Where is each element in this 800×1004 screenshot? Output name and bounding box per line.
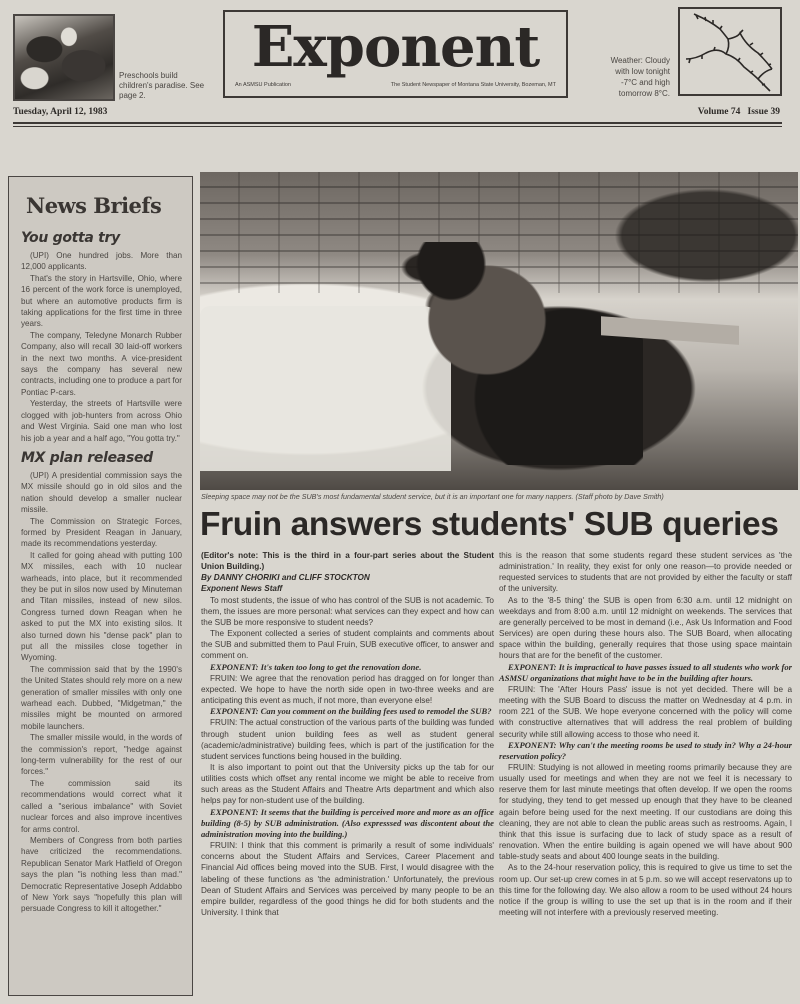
fruin-answer: FRUIN: I think that this comment is primarily a result of some individuals' concerns about the Student Affairs and Services, Career Placement and Financial Aid offices being moved into the SUB. First, I would disagree with the labeling of these functions as 'the administration.' Unfortunately, the previous Dean of Student Affairs and Services was perceived by many people to be an empire builder, regardless of the good things he did for both students and the University. I think that — [201, 841, 494, 917]
brief-paragraph: Members of Congress from both parties have criticized the recommendations. Republican Senator Mark Hatfield of Oregon says the plan "is nothing less than mad." Democratic Representative Joseph Addabbo of New York says "hopefully this plan will persuade Congress to kill it altogether." — [21, 835, 182, 914]
issue-date: Tuesday, April 12, 1983 — [13, 107, 108, 117]
brief-paragraph: The smaller missile would, in the words of the commission's report, "hedge against long-term vulnerability for the rest of our forces." — [21, 733, 182, 777]
weather-map-icon — [678, 7, 782, 96]
brief-headline[interactable]: MX plan released — [21, 449, 153, 466]
staff-credit: Exponent News Staff — [201, 584, 283, 594]
photo-caption: Sleeping space may not be the SUB's most fundamental student service, but it is an important one for many nappers. (Staff photo by Dave Smith) — [201, 492, 664, 501]
brief-headline[interactable]: You gotta try — [21, 230, 120, 246]
fruin-answer: FRUIN: The 'After Hours Pass' issue is not yet decided. There will be a meeting with the SUB Board to discuss the matter on Wednesday at 4 p.m. in room 221 of the SUB. We hope everyone concerned with the policy will come with constructive alternatives that will address the real problem of building security while still allowing access to those who need it. — [499, 684, 792, 739]
brief-paragraph: That's the story in Hartsville, Ohio, where 16 percent of the work force is unemployed, but where an automotive products firm is taking applications for the first time in three years. — [21, 273, 182, 329]
masthead-rule-thin — [13, 126, 782, 127]
volume-issue: Volume 74 Issue 39 — [697, 107, 780, 117]
article-paragraph: As to the '8-5 thing' the SUB is open from 6:30 a.m. until 12 midnight on weekdays and from 8:00 a.m. until 12 midnight on weekends. The services that are generally perceived to be most in demand (i.e., Ask Us Information and Food Services) are open during these hours also. The SUB Board, when allocating space within the building, generally requires that those using space maintain hours that are for the benefit of the customer. — [499, 595, 792, 661]
nameplate — [223, 10, 568, 98]
article-paragraph: It is also important to point out that the University picks up the tab for our utilities costs which offset any rental income we might be able to receive from such areas as the Student Affairs and Theatre Arts department and which also helps pay for non-student use of the building. — [201, 762, 494, 806]
brief-paragraph: Yesterday, the streets of Hartsville were clogged with job-hunters from across Ohio and West Virginia. Said one man who lost his job a year and a half ago, "You gotta try." — [21, 399, 182, 443]
article-column-left — [201, 550, 494, 918]
article-paragraph: The Exponent collected a series of student complaints and comments about the SUB and submitted them to Paul Fruin, SUB executive officer, to answer and comment on. — [201, 629, 494, 661]
article-paragraph: To most students, the issue of who has control of the SUB is not academic. To them, the issues are more personal: what services can they expect and how can the SUB be more responsive to student needs? — [201, 595, 494, 627]
fruin-answer: FRUIN: The actual construction of the various parts of the building was funded through student union building fees as well as student general (academic/administrative) building fees, which is part of the justification for the student services functions being housed in the building. — [201, 718, 494, 761]
masthead-rule — [13, 122, 782, 124]
teaser-photo[interactable] — [13, 14, 115, 101]
exponent-question: EXPONENT: Can you comment on the building fees used to remodel the SUB? — [210, 706, 492, 717]
weather-forecast: Weather: Cloudy with low tonight -7°C and high tomorrow 8°C. — [610, 56, 670, 98]
brief-paragraph: The commission said that by the 1990's the United States should rely more on a new generation of smaller missiles with only one warhead each. Dubbed, "Midgetman," the missiles might be mounted on armored mobile launchers. — [21, 664, 182, 731]
news-briefs-box — [8, 176, 193, 996]
brief-paragraph: The Commission on Strategic Forces, formed by President Reagan in January, made its recommendations yesterday. — [21, 516, 182, 549]
lead-photo[interactable] — [200, 172, 798, 490]
fruin-answer: FRUIN: Studying is not allowed in meeting rooms primarily because they are usually used for meetings and when they are not we feel it is necessary to reserve them for last minute meetings that often develop. If we open the rooms for studying, they tend to get messed up enough that they have to be cleaned again before being used for the next meeting. If our custodians are doing this cleaning, they are not able to clean the public areas such as restrooms. Again, I think that this issue is surfacing due to lack of study space as a result of renovation. When the entire building is again opened we will have about 900 table-study seats and about 400 lounge seats in the building. — [499, 762, 792, 862]
article-paragraph-continued: this is the reason that some students regard these student services as 'the administration.' In reality, they exist for only one reason—to provide needed or requested services to students that are not provided by either the faculty or staff of the university. — [499, 551, 792, 594]
newspaper-title: Exponent — [251, 14, 540, 80]
editor-note: (Editor's note: This is the third in a four-part series about the Student Union Building.) — [201, 551, 494, 572]
photo-sleeping-student — [403, 242, 642, 465]
brief-paragraph: (UPI) A presidential commission says the MX missile should go in old silos and the nation should develop a smaller nuclear missile. — [21, 470, 182, 515]
brief-paragraph: (UPI) One hundred jobs. More than 12,000 applicants. — [21, 251, 182, 272]
brief-paragraph: The commission said its recommendations would correct what it called a "serious imbalance" with Soviet nuclear forces and also improve incentives for arms control. — [21, 778, 182, 834]
fruin-answer: FRUIN: We agree that the renovation period has dragged on for longer than expected. We hope to have the north side open in two-three weeks and are anticipating this event as much, if not more, than everyone else! — [201, 673, 494, 706]
publication-label: An ASMSU Publication — [235, 82, 291, 88]
exponent-question: EXPONENT: It seems that the building is perceived more and more as an office building (8-5) by SUB administration. (Also expresssed was discontent about the administration moving into the building.) — [201, 806, 494, 839]
brief-paragraph: The company, Teledyne Monarch Rubber Company, also will recall 30 laid-off workers in the next two months. A vice-president says the company has several new contracts, including one to produce a part for Pontiac P-cars. — [21, 330, 182, 397]
exponent-question: EXPONENT: It is impractical to have passes issued to all students who work for ASMSU organizations that might have to be in the building after hours. — [499, 661, 792, 683]
exponent-question: EXPONENT: Why can't the meeting rooms be used to study in? Why a 24-hour reservation policy? — [499, 739, 792, 761]
brief-story — [16, 450, 185, 915]
exponent-question: EXPONENT: It's taken too long to get the renovation done. — [210, 661, 422, 672]
article-headline[interactable]: Fruin answers students' SUB queries — [200, 506, 779, 543]
news-briefs-title: News Briefs — [26, 193, 162, 218]
tagline: The Student Newspaper of Montana State University, Bozeman, MT — [390, 82, 556, 88]
brief-paragraph: It called for going ahead with putting 100 MX missiles, each with 10 nuclear warheads, into place, but it recommended they be put in silos now used by Minuteman and Titan missiles, instead of new silos. Congress turned down Reagan when he asked to put the MX into existing silos. It also turned down his "dense pack" plan to put all the missiles close together in Wyoming. — [21, 550, 182, 663]
brief-story — [16, 230, 185, 444]
teaser-text[interactable]: Preschools build children's paradise. See page 2. — [119, 71, 205, 100]
article-column-right — [499, 550, 792, 918]
article-paragraph: As to the 24-hour reservation policy, this is required to give us time to set the room up. Our set-up crew comes in at 5 p.m. so we will accept reservatons up to this time for the following day. We also allow a room to be used without 24 hours notice if the group is willing to use the set up that is in the room and if their meeting will not interfere with a previously reserved meeting. — [499, 863, 792, 917]
byline: By DANNY CHORIKI and CLIFF STOCKTON — [201, 573, 370, 583]
